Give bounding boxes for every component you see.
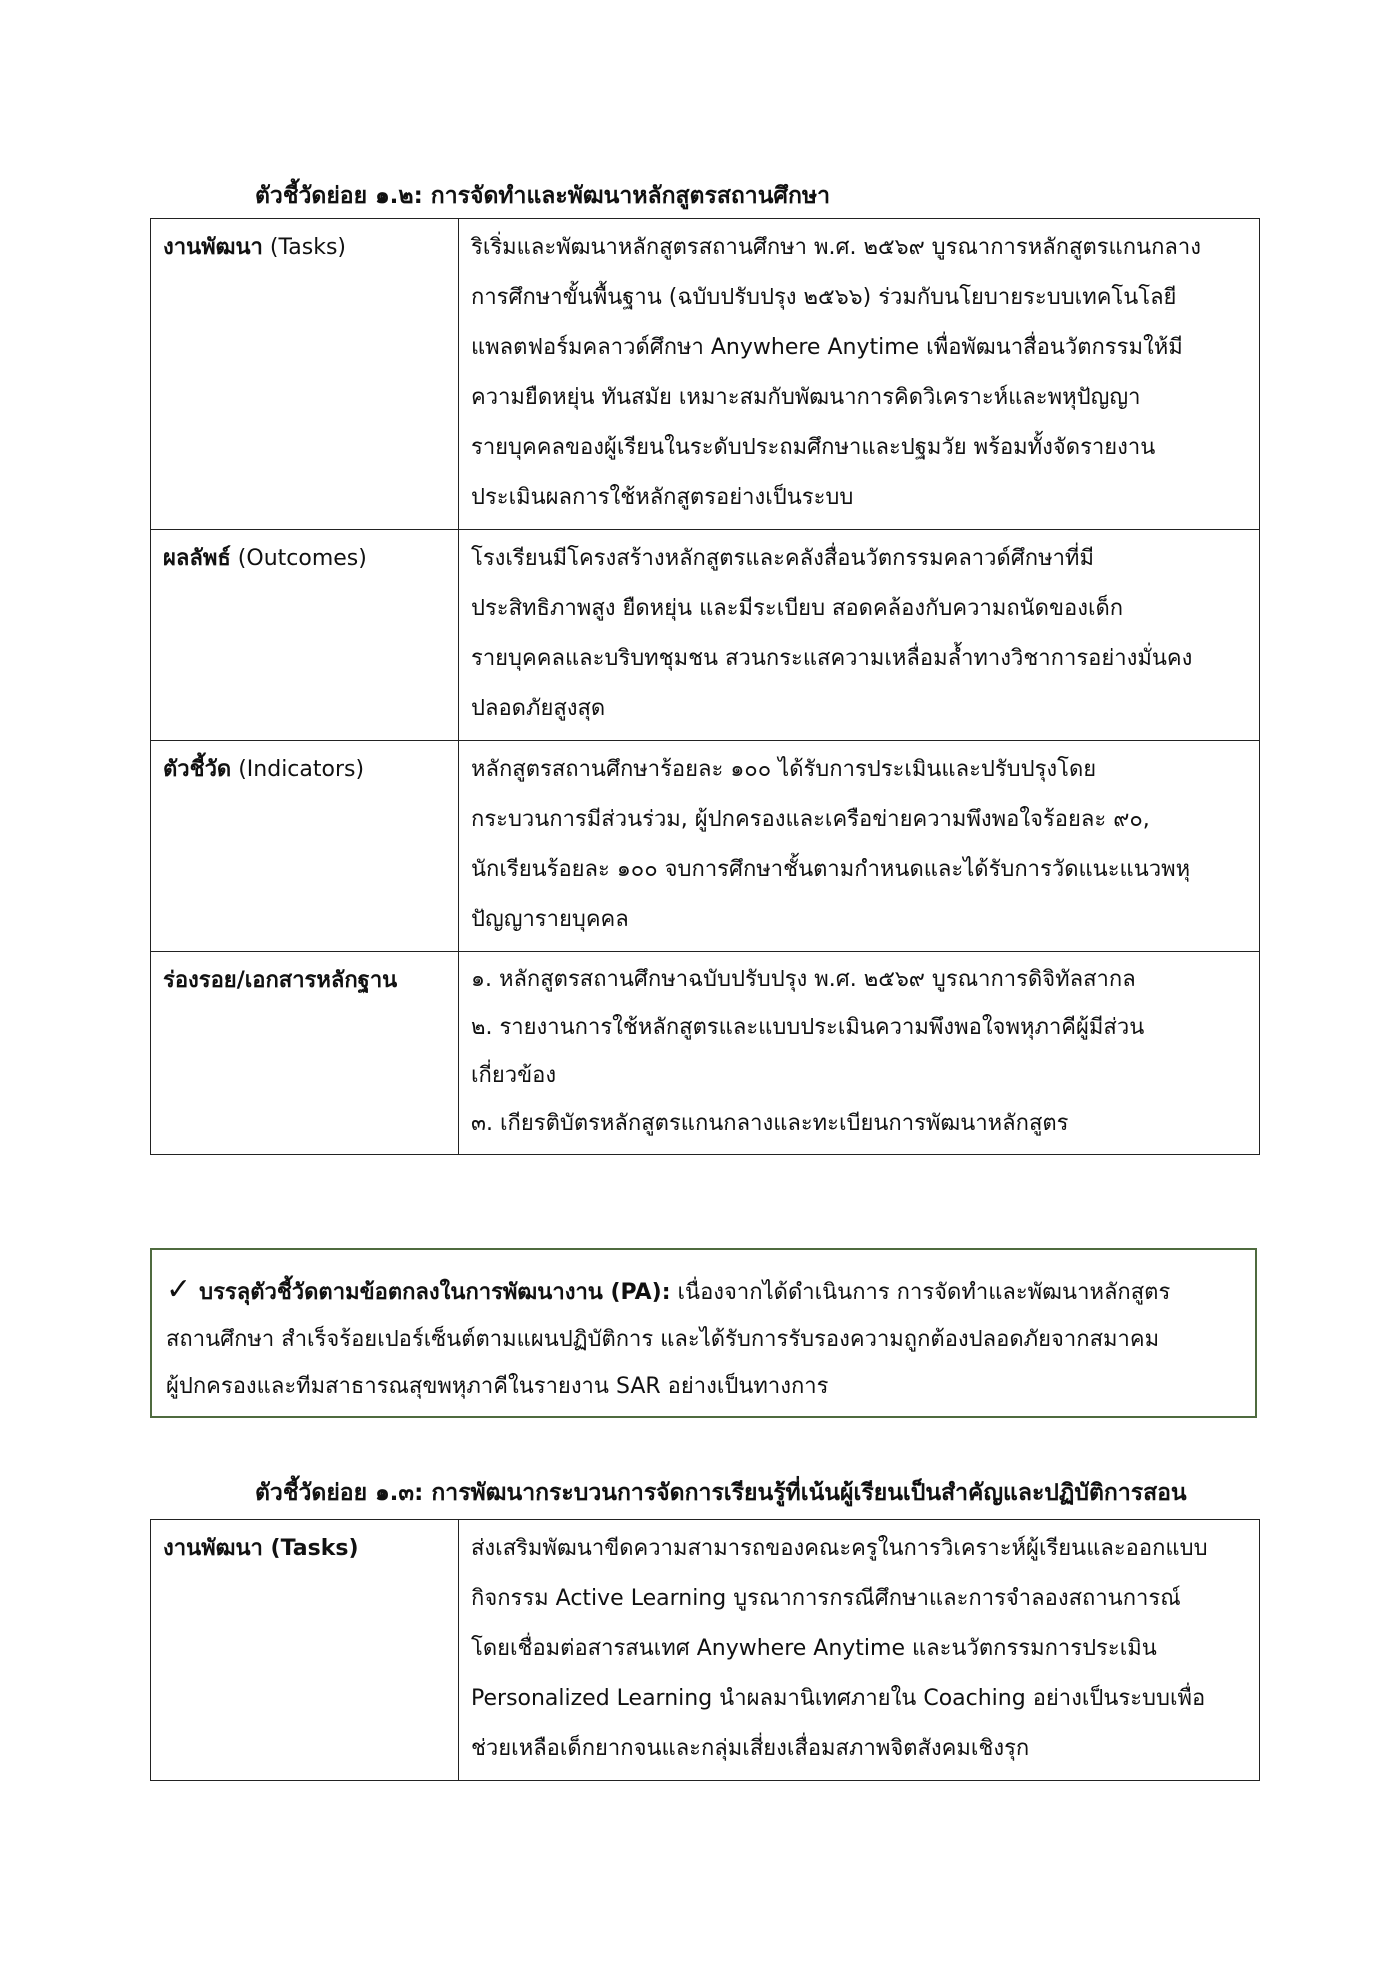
table-row-indicators bbox=[151, 741, 1260, 952]
content-line: ความยืดหยุ่น ทันสมัย เหมาะสมกับพัฒนาการคิดวิเคราะห์และพหุปัญญา bbox=[471, 385, 1141, 410]
evidence-item: เกี่ยวข้อง bbox=[471, 1063, 557, 1088]
pa-line-3: ผู้ปกครองและทีมสาธารณสุขพหุภาคีในรายงาน SAR อย่างเป็นทางการ bbox=[166, 1374, 829, 1399]
content-line: กิจกรรม Active Learning บูรณาการกรณีศึกษาและการจำลองสถานการณ์ bbox=[471, 1586, 1181, 1611]
label-plain: (Tasks) bbox=[262, 235, 347, 260]
pa-achievement-box bbox=[150, 1248, 1257, 1418]
content-line: ปัญญารายบุคคล bbox=[471, 907, 629, 932]
row-label-evidence bbox=[151, 952, 459, 1155]
content-line: โดยเชื่อมต่อสารสนเทศ Anywhere Anytime และนวัตกรรมการประเมิน bbox=[471, 1636, 1157, 1661]
label-plain: (Outcomes) bbox=[230, 546, 367, 571]
checkmark-icon: ✓ bbox=[166, 1272, 192, 1307]
content-line: การศึกษาขั้นพื้นฐาน (ฉบับปรับปรุง ๒๕๖๖) ร่วมกับนโยบายระบบเทคโนโลยี bbox=[471, 285, 1177, 310]
row-content-indicators bbox=[459, 741, 1260, 952]
content-line: นักเรียนร้อยละ ๑๐๐ จบการศึกษาชั้นตามกำหนดและได้รับการวัดแนะแนวพหุ bbox=[471, 857, 1191, 882]
content-line: ปลอดภัยสูงสุด bbox=[471, 696, 606, 721]
content-line: รายบุคคลของผู้เรียนในระดับประถมศึกษาและปฐมวัย พร้อมทั้งจัดรายงาน bbox=[471, 435, 1156, 460]
table-row-tasks bbox=[151, 1520, 1260, 1781]
content-line: ริเริ่มและพัฒนาหลักสูตรสถานศึกษา พ.ศ. ๒๕๖๙ บูรณาการหลักสูตรแกนกลาง bbox=[471, 235, 1201, 260]
evidence-item: ๑. หลักสูตรสถานศึกษาฉบับปรับปรุง พ.ศ. ๒๕๖๙ บูรณาการดิจิทัลสากล bbox=[471, 967, 1136, 992]
row-content-tasks bbox=[459, 219, 1260, 530]
content-line: ช่วยเหลือเด็กยากจนและกลุ่มเสี่ยงเสื่อมสภาพจิตสังคมเชิงรุก bbox=[471, 1736, 1030, 1761]
content-line: โรงเรียนมีโครงสร้างหลักสูตรและคลังสื่อนวัตกรรมคลาวด์ศึกษาที่มี bbox=[471, 546, 1094, 571]
table-row-evidence bbox=[151, 952, 1260, 1155]
row-content-outcomes bbox=[459, 530, 1260, 741]
row-label-tasks bbox=[151, 1520, 459, 1781]
row-content-evidence bbox=[459, 952, 1260, 1155]
content-line: ประเมินผลการใช้หลักสูตรอย่างเป็นระบบ bbox=[471, 485, 854, 510]
row-label-outcomes bbox=[151, 530, 459, 741]
content-line: ส่งเสริมพัฒนาขีดความสามารถของคณะครูในการวิเคราะห์ผู้เรียนและออกแบบ bbox=[471, 1536, 1208, 1561]
label-bold: ผลลัพธ์ bbox=[163, 546, 231, 571]
pa-text: เนื่องจากได้ดำเนินการ การจัดทำและพัฒนาหลักสูตร bbox=[670, 1280, 1171, 1305]
table-row-outcomes bbox=[151, 530, 1260, 741]
pa-heading: บรรลุตัวชี้วัดตามข้อตกลงในการพัฒนางาน (PA): bbox=[199, 1280, 671, 1305]
section-title-1-2: ตัวชี้วัดย่อย ๑.๒: การจัดทำและพัฒนาหลักสูตรสถานศึกษา bbox=[255, 183, 831, 209]
content-line: ประสิทธิภาพสูง ยืดหยุ่น และมีระเบียบ สอดคล้องกับความถนัดของเด็ก bbox=[471, 596, 1124, 621]
content-line: Personalized Learning นำผลมานิเทศภายใน Coaching อย่างเป็นระบบเพื่อ bbox=[471, 1686, 1206, 1711]
row-label-tasks bbox=[151, 219, 459, 530]
row-label-indicators bbox=[151, 741, 459, 952]
content-line: กระบวนการมีส่วนร่วม, ผู้ปกครองและเครือข่ายความพึงพอใจร้อยละ ๙๐, bbox=[471, 807, 1150, 832]
indicator-table-1-3 bbox=[150, 1519, 1260, 1781]
label-plain: (Indicators) bbox=[231, 757, 365, 782]
section-title-1-3: ตัวชี้วัดย่อย ๑.๓: การพัฒนากระบวนการจัดการเรียนรู้ที่เน้นผู้เรียนเป็นสำคัญและปฏิบัติการสอน bbox=[255, 1480, 1187, 1506]
evidence-item: ๒. รายงานการใช้หลักสูตรและแบบประเมินความพึงพอใจพหุภาคีผู้มีส่วน bbox=[471, 1015, 1145, 1040]
pa-line-1 bbox=[166, 1266, 1241, 1316]
table-row-tasks bbox=[151, 219, 1260, 530]
row-content-tasks bbox=[459, 1520, 1260, 1781]
content-line: รายบุคคลและบริบทชุมชน สวนกระแสความเหลื่อมล้ำทางวิชาการอย่างมั่นคง bbox=[471, 646, 1193, 671]
content-line: หลักสูตรสถานศึกษาร้อยละ ๑๐๐ ได้รับการประเมินและปรับปรุงโดย bbox=[471, 757, 1097, 782]
label-bold: ตัวชี้วัด bbox=[163, 757, 232, 782]
label-bold: ร่องรอย/เอกสารหลักฐาน bbox=[163, 968, 398, 993]
indicator-table-1-2 bbox=[150, 218, 1260, 1155]
label-bold: งานพัฒนา bbox=[163, 235, 263, 260]
pa-line-2: สถานศึกษา สำเร็จร้อยเปอร์เซ็นต์ตามแผนปฏิบัติการ และได้รับการรับรองความถูกต้องปลอดภัยจากสมาคม bbox=[166, 1327, 1160, 1352]
content-line: แพลตฟอร์มคลาวด์ศึกษา Anywhere Anytime เพื่อพัฒนาสื่อนวัตกรรมให้มี bbox=[471, 335, 1183, 360]
evidence-item: ๓. เกียรติบัตรหลักสูตรแกนกลางและทะเบียนการพัฒนาหลักสูตร bbox=[471, 1111, 1069, 1136]
label-bold: งานพัฒนา (Tasks) bbox=[163, 1536, 359, 1561]
